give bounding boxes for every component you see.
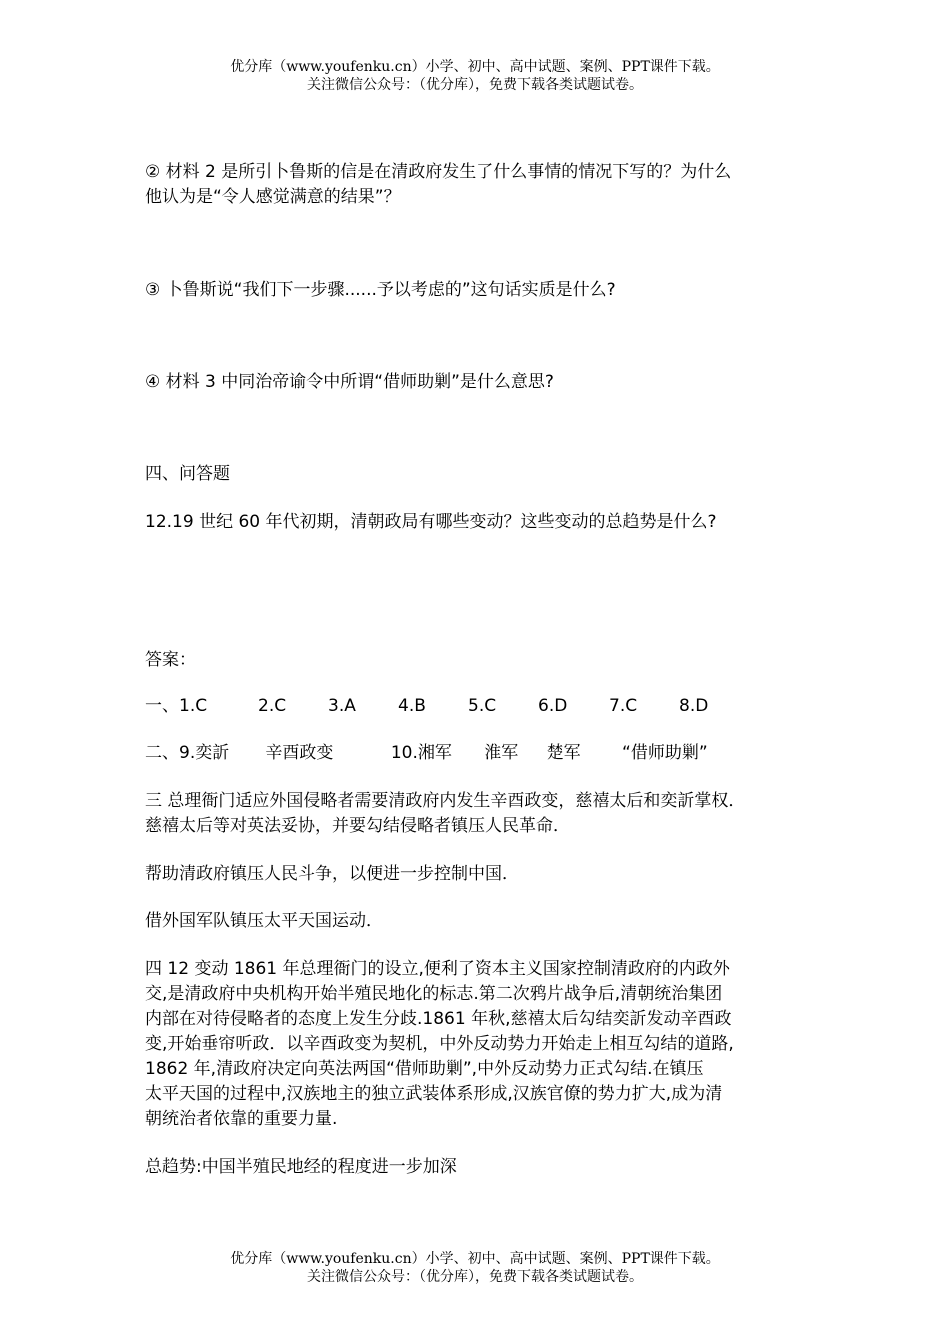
answer-section-4-line-7: 朝统治者依靠的重要力量. [145,1109,338,1129]
footer-line-2: 关注微信公众号：（优分库），免费下载各类试题试卷。 [307,1269,643,1285]
answer-section-3 [145,789,815,839]
question-3: ③ 卜鲁斯说“我们下一步骤......予以考虑的”这句话实质是什么? [145,280,616,300]
answers-fill-row [145,741,815,766]
answer-section-4-line-4: 变,开始垂帘听政．以辛酉政变为契机，中外反动势力开始走上相互勾结的道路, [145,1034,734,1054]
answer-fill-3: 10.湘军 [390,743,452,763]
answer-fill-4: 淮军 [484,743,519,763]
answer-choice-5: 5.C [468,696,497,716]
answer-choice-3: 3.A [328,696,356,716]
answers-choice-row [145,694,815,719]
answer-choice-7: 7.C [609,696,638,716]
question-2 [145,160,815,210]
answer-fill-6: “借师助剿” [622,743,708,763]
answer-section-4-line-6: 太平天国的过程中,汉族地主的独立武装体系形成,汉族官僚的势力扩大,成为清 [145,1084,723,1104]
answers-label: 答案： [145,650,196,670]
answer-section-4-line-2: 交,是清政府中央机构开始半殖民地化的标志.第二次鸦片战争后,清朝统治集团 [145,984,723,1004]
question-2-line-1: ② 材料 2 是所引卜鲁斯的信是在清政府发生了什么事情的情况下写的？为什么 [145,162,732,182]
page-footer [0,1250,950,1286]
answer-choice-8: 8.D [679,696,709,716]
answer-section-3-para-2: 帮助清政府镇压人民斗争，以便进一步控制中国． [145,864,519,884]
answer-fill-1: 二、9.奕訢 [145,743,230,763]
header-line-2: 关注微信公众号：（优分库），免费下载各类试题试卷。 [307,77,643,93]
answer-choice-2: 2.C [258,696,287,716]
answer-choice-1: 一、1.C [145,696,208,716]
question-2-line-2: 他认为是“令人感觉满意的结果”？ [145,187,401,207]
answer-fill-2: 辛酉政变 [265,743,334,763]
section-4-title: 四、问答题 [145,464,230,484]
answer-section-3-line-1: 三 总理衙门适应外国侵略者需要清政府内发生辛酉政变，慈禧太后和奕訢掌权． [145,791,746,811]
answer-section-4-line-3: 内部在对待侵略者的态度上发生分歧.1861 年秋,慈禧太后勾结奕訢发动辛酉政 [145,1009,732,1029]
answer-section-4 [145,957,815,1132]
page-header [0,58,950,94]
answer-section-3-line-2: 慈禧太后等对英法妥协，并要勾结侵略者镇压人民革命． [145,816,570,836]
question-4: ④ 材料 3 中同治帝谕令中所谓“借师助剿”是什么意思? [145,372,554,392]
footer-line-1: 优分库（www.youfenku.cn）小学、初中、高中试题、案例、PPT课件下载。 [230,1251,720,1267]
question-12: 12.19 世纪 60 年代初期，清朝政局有哪些变动？这些变动的总趋势是什么? [145,512,717,532]
answer-section-3-para-3: 借外国军队镇压太平天国运动． [145,911,383,931]
answer-choice-6: 6.D [538,696,568,716]
answer-section-4-line-1: 四 12 变动 1861 年总理衙门的设立,便利了资本主义国家控制清政府的内政外 [145,959,730,979]
answer-choice-4: 4.B [398,696,426,716]
answer-section-4-line-5: 1862 年,清政府决定向英法两国“借师助剿”,中外反动势力正式勾结.在镇压 [145,1059,704,1079]
answer-fill-5: 楚军 [546,743,581,763]
header-line-1: 优分库（www.youfenku.cn）小学、初中、高中试题、案例、PPT课件下载。 [230,59,720,75]
answer-trend: 总趋势:中国半殖民地经的程度进一步加深 [145,1157,457,1177]
